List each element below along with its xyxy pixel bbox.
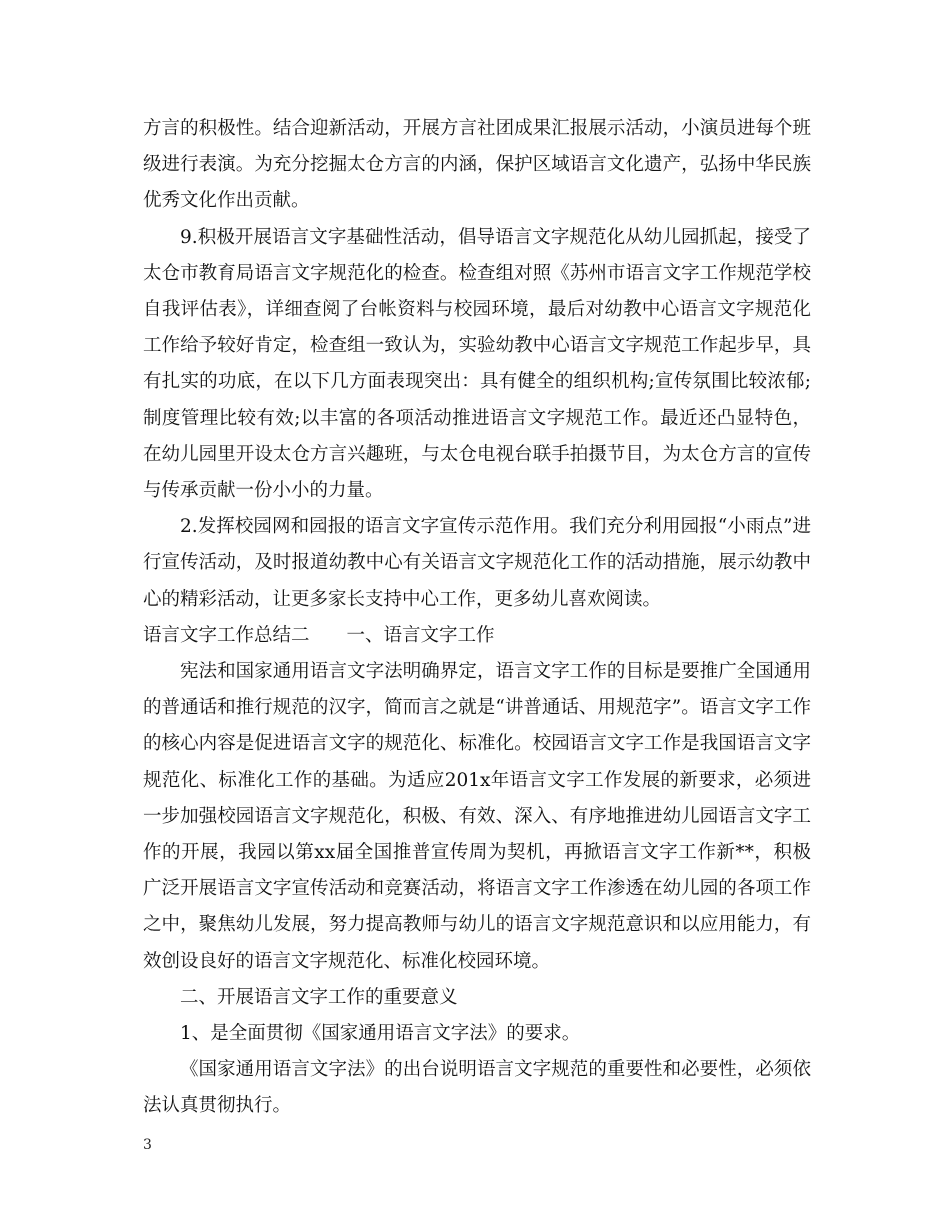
page-number: 3 [143,1137,152,1153]
section-heading-summary-two: 语言文字工作总结二 一、语言文字工作 [143,624,495,646]
paragraph-item-2: 2.发挥校园网和园报的语言文字宣传示范作用。我们充分利用园报“小雨点”进行宣传活动，及时报道幼教中心有关语言文字规范化工作的活动措施，展示幼教中心的精彩活动，让更多家长支持中心工作，更多幼儿喜欢阅读。 [143,516,811,610]
paragraph-constitution: 宪法和国家通用语言文字法明确界定，语言文字工作的目标是要推广全国通用的普通话和推行规范的汉字，简而言之就是“讲普通话、用规范字”。语言文字工作的核心内容是促进语言文字的规范化、标准化。校园语言文字工作是我国语言文字规范化、标准化工作的基础。为适应201x年语言文字工作发展的新要求，必须进一步加强校园语言文字规范化，积极、有效、深入、有序地推进幼儿园语言文字工作的开展，我园以第xx届全国推普宣传周为契机，再掀语言文字工作新**，积极广泛开展语言文字宣传活动和竞赛活动，将语言文字工作渗透在幼儿园的各项工作之中，聚焦幼儿发展，努力提高教师与幼儿的语言文字规范意识和以应用能力，有效创设良好的语言文字规范化、标准化校园环境。 [143,661,811,972]
paragraph-continuation: 方言的积极性。结合迎新活动，开展方言社团成果汇报展示活动，小演员进每个班级进行表演。为充分挖掘太仓方言的内涵，保护区域语言文化遗产，弘扬中华民族优秀文化作出贡献。 [143,118,811,212]
paragraph-law: 《国家通用语言文字法》的出台说明语言文字规范的重要性和必要性，必须依法认真贯彻执行。 [143,1059,811,1117]
section-heading-significance: 二、开展语言文字工作的重要意义 [180,986,458,1008]
paragraph-item-9: 9.积极开展语言文字基础性活动，倡导语言文字规范化从幼儿园抓起，接受了太仓市教育局语言文字规范化的检查。检查组对照《苏州市语言文字工作规范学校自我评估表》，详细查阅了台帐资料与校园环境，最后对幼教中心语言文字规范化工作给予较好肯定，检查组一致认为，实验幼教中心语言文字规范工作起步早，具有扎实的功底，在以下几方面表现突出：具有健全的组织机构;宣传氛围比较浓郁;制度管理比较有效;以丰富的各项活动推进语言文字规范工作。最近还凸显特色，在幼儿园里开设太仓方言兴趣班，与太仓电视台联手拍摄节目，为太仓方言的宣传与传承贡献一份小小的力量。 [143,226,811,502]
subheading-item-1: 1、是全面贯彻《国家通用语言文字法》的要求。 [180,1023,581,1045]
document-body [143,111,811,1125]
